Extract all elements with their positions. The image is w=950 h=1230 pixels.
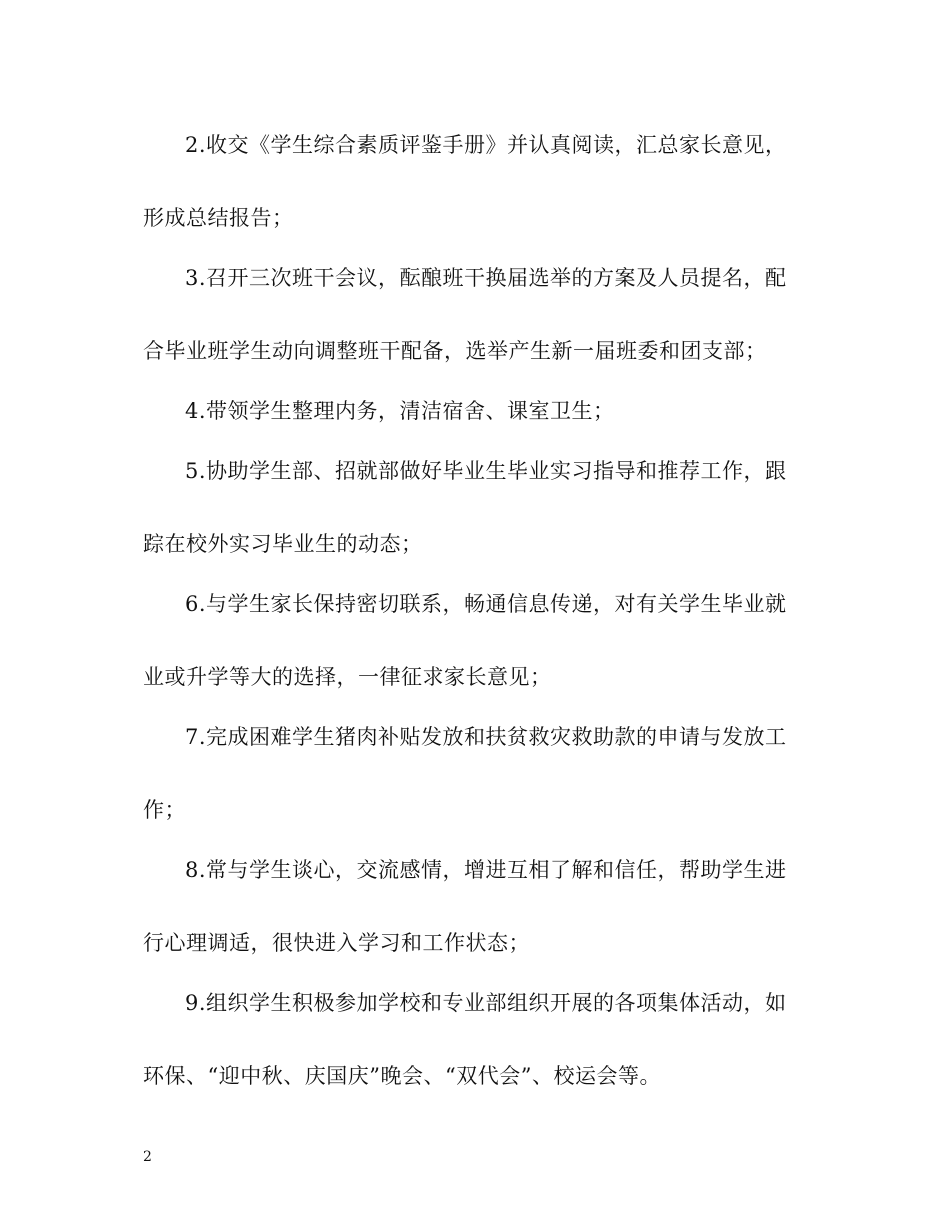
- item-6-line-2: 业或升学等大的选择，一律征求家长意见；: [143, 665, 552, 689]
- item-3-line-1: 3.召开三次班干会议，酝酿班干换届选举的方案及人员提名，配: [185, 266, 787, 290]
- page-number: 2: [143, 1149, 152, 1165]
- item-7-line-2: 作；: [143, 798, 186, 822]
- item-3-line-2: 合毕业班学生动向调整班干配备，选举产生新一届班委和团支部；: [143, 339, 767, 363]
- item-6-line-1: 6.与学生家长保持密切联系，畅通信息传递，对有关学生毕业就: [185, 592, 787, 616]
- item-5-line-1: 5.协助学生部、招就部做好毕业生毕业实习指导和推荐工作，跟: [185, 459, 787, 483]
- item-9-line-2: 环保、“迎中秋、庆国庆”晚会、“双代会”、校运会等。: [143, 1064, 661, 1088]
- item-8-line-2: 行心理调适，很快进入学习和工作状态；: [143, 931, 530, 955]
- item-8-line-1: 8.常与学生谈心，交流感情，增进互相了解和信任，帮助学生进: [185, 858, 787, 882]
- item-2-line-1: 2.收交《学生综合素质评鉴手册》并认真阅读，汇总家长意见，: [185, 133, 787, 157]
- item-5-line-2: 踪在校外实习毕业生的动态；: [143, 532, 423, 556]
- item-2-line-2: 形成总结报告；: [143, 206, 294, 230]
- item-9-line-1: 9.组织学生积极参加学校和专业部组织开展的各项集体活动，如: [185, 991, 787, 1015]
- item-7-line-1: 7.完成困难学生猪肉补贴发放和扶贫救灾救助款的申请与发放工: [185, 725, 787, 749]
- item-4-line-1: 4.带领学生整理内务，清洁宿舍、课室卫生；: [185, 399, 615, 423]
